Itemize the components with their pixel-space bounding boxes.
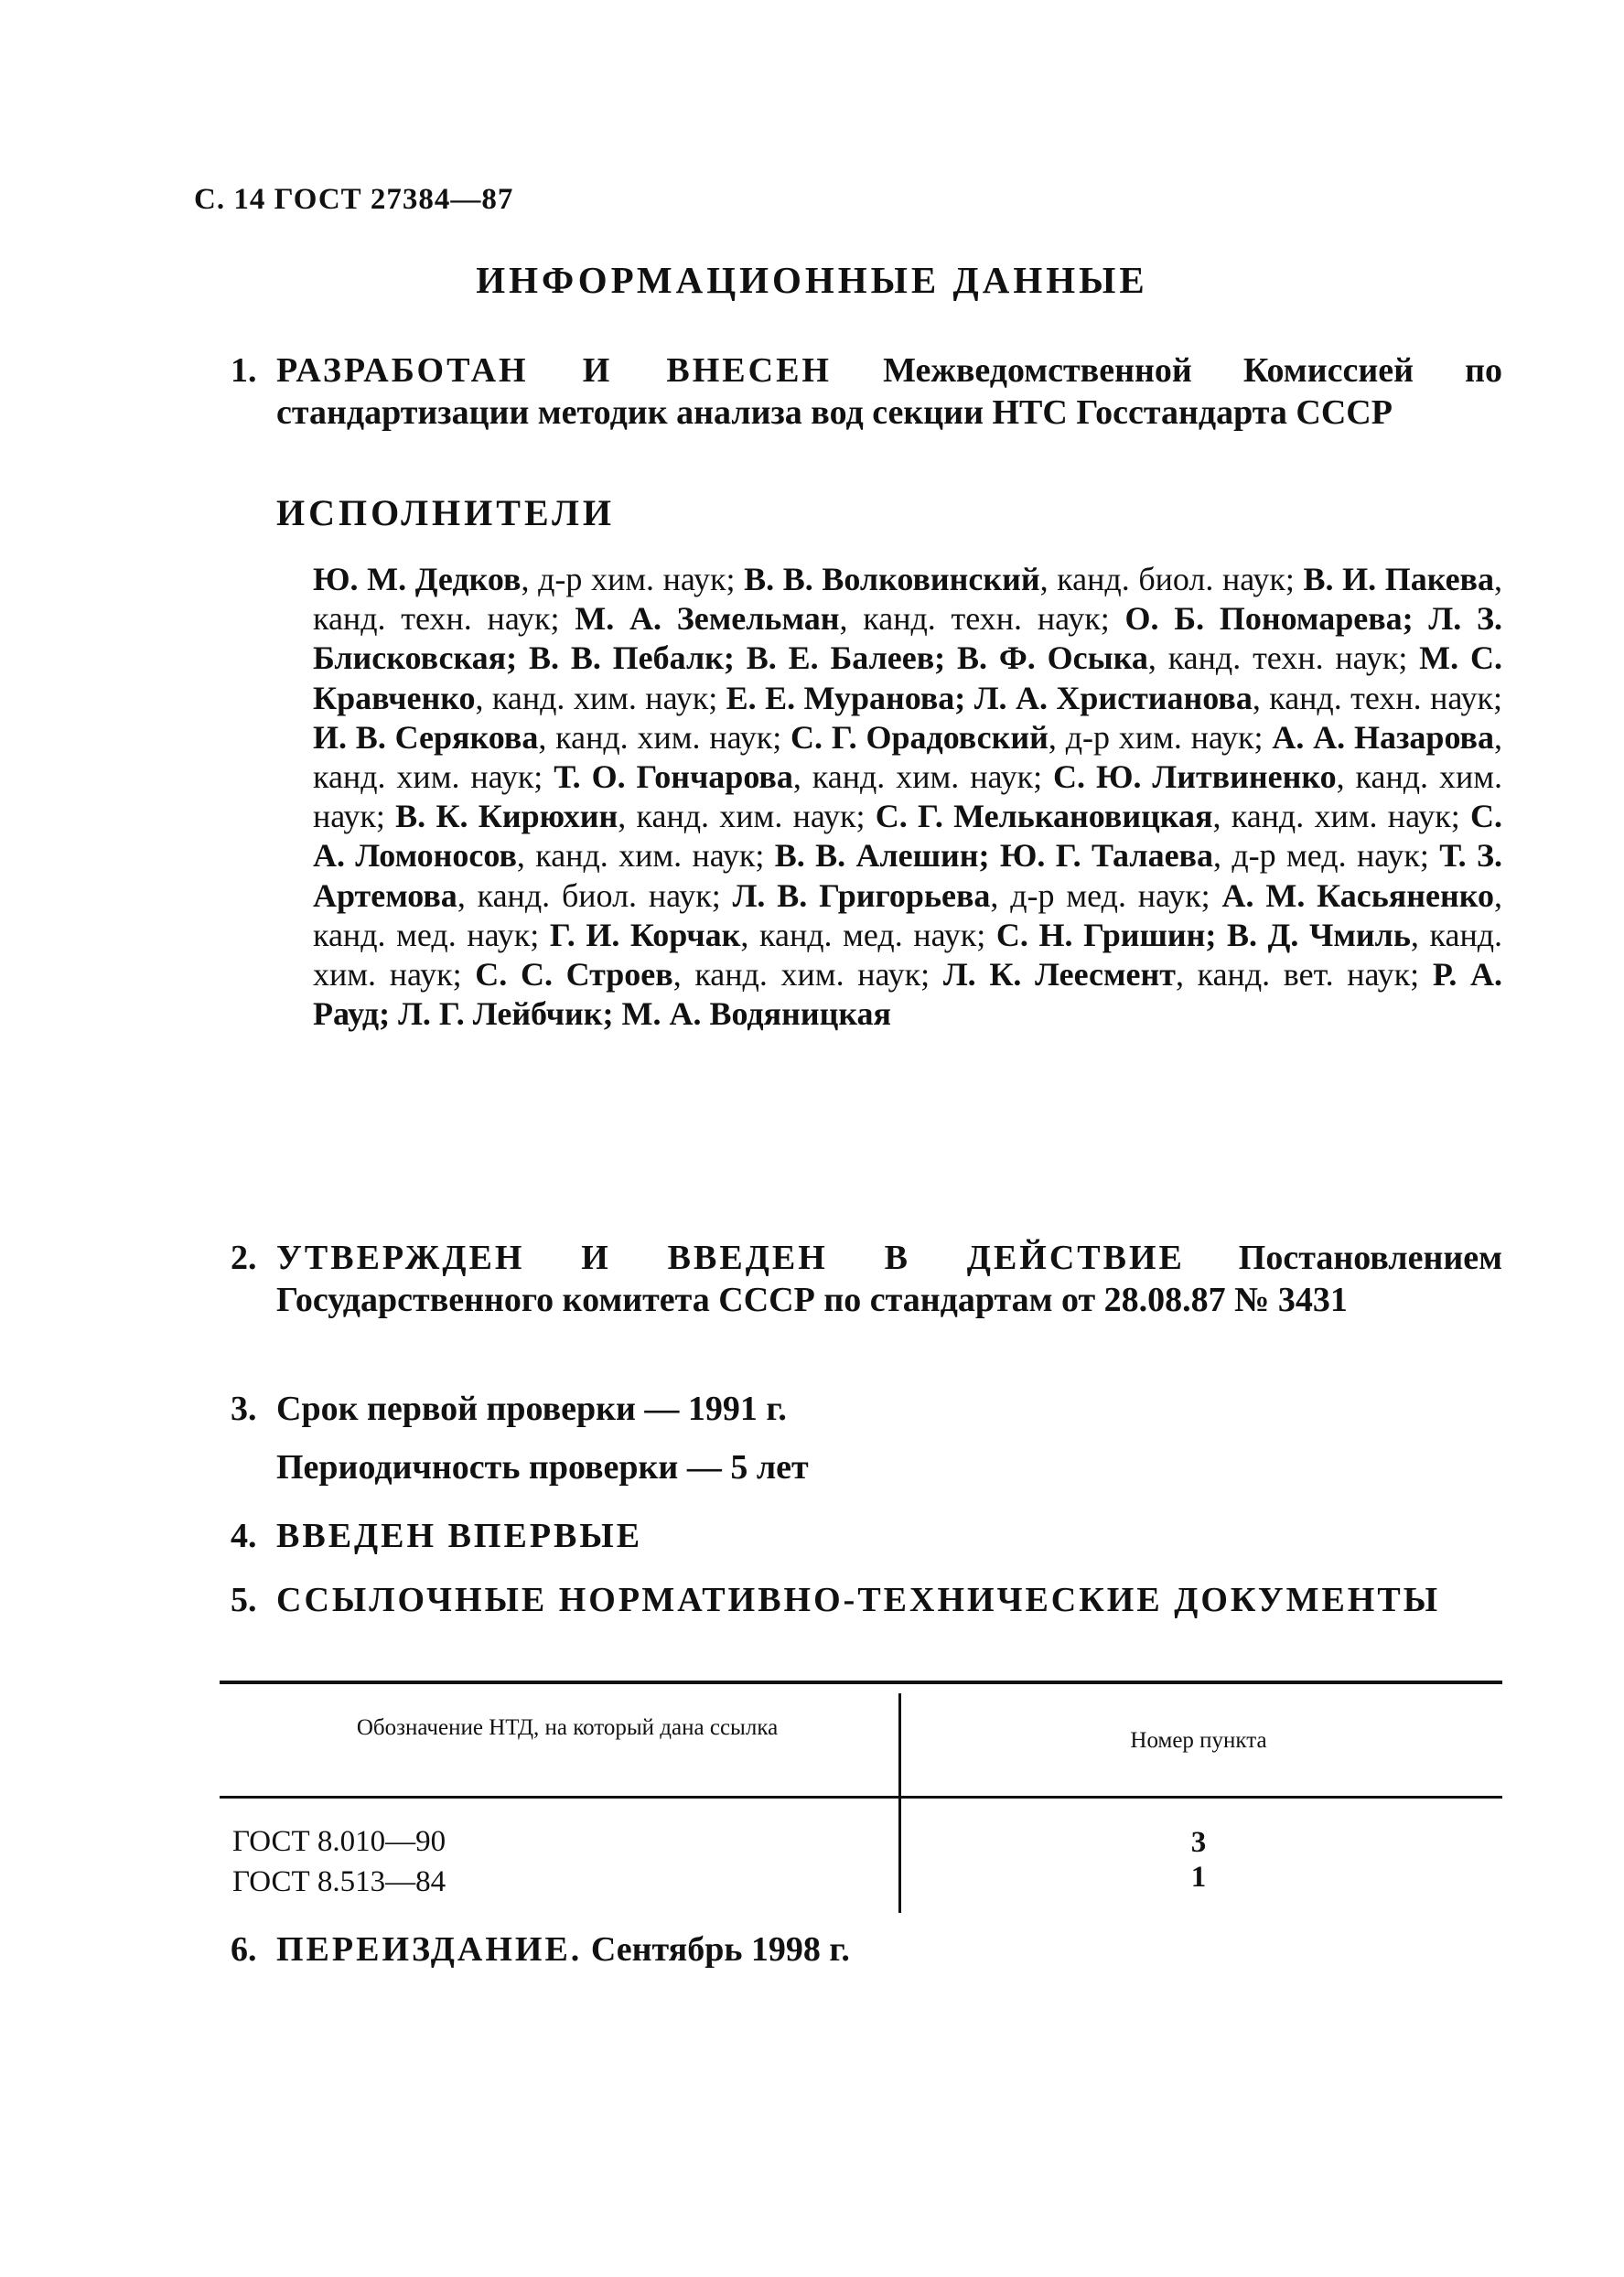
performer-name: С. Г. Орадовский	[790, 718, 1049, 756]
performer-title: , канд. мед. наук;	[740, 916, 996, 953]
table-column-clauses	[915, 1825, 1482, 1895]
performer-title: , канд. биол. наук;	[1039, 561, 1304, 597]
performer-title: , канд. хим. наук;	[672, 956, 943, 994]
performer-title: , канд. хим. наук;	[538, 718, 791, 756]
item-3	[231, 1388, 1502, 1430]
item-1-lead: РАЗРАБОТАН И ВНЕСЕН	[276, 351, 832, 390]
performer-title: , д-р хим. наук;	[1048, 718, 1273, 756]
performer-name: М. А. Земельман	[575, 600, 840, 638]
item-6-lead: ПЕРЕИЗДАНИЕ.	[276, 1930, 583, 1969]
performer-name: Т. З. Артемова	[313, 837, 1502, 914]
performer-name: М. С. Кравченко	[313, 639, 1502, 716]
item-2-lead: УТВЕРЖДЕН И ВВЕДЕН В ДЕЙСТВИЕ	[276, 1239, 1185, 1277]
performer-name: А. А. Назарова	[1272, 718, 1494, 756]
table-cell-doc: ГОСТ 8.513—84	[232, 1865, 446, 1898]
performer-name: Ю. М. Дедков	[313, 561, 522, 597]
performer-name: Г. И. Корчак	[549, 916, 741, 953]
performer-title: , канд. техн. наук;	[313, 561, 1503, 638]
performer-name: С. А. Ломоносов	[313, 798, 1502, 875]
performer-name: О. Б. Пономарева; Л. З. Блисковская; В. В. Пебалк; В. Е. Балеев; В. Ф. Осыка	[313, 600, 1502, 677]
performer-title: , канд. хим. наук;	[313, 718, 1502, 796]
item-1-text: Межведомственной Комиссией по стандартизации методик анализа вод секции НТС Госстандарта СССР	[276, 351, 1502, 432]
performer-name: Р. А. Рауд; Л. Г. Лейбчик; М. А. Водяницкая	[313, 956, 1502, 1033]
performer-title: , канд. хим. наук;	[1212, 798, 1470, 835]
item-6	[231, 1928, 1502, 1971]
item-4-number: 4.	[231, 1517, 257, 1555]
table-header-designation: Обозначение НТД, на который дана ссылка	[356, 1715, 779, 1740]
item-3-text: Срок первой проверки — 1991 г.	[276, 1390, 787, 1428]
performer-title: , канд. техн. наук;	[1252, 679, 1502, 716]
performer-title: , канд. хим. наук;	[475, 679, 726, 716]
performer-title: , канд. вет. наук;	[1175, 956, 1433, 994]
performer-name: В. В. Алешин; Ю. Г. Талаева	[774, 837, 1213, 875]
item-5	[231, 1579, 1502, 1621]
item-5-text: ССЫЛОЧНЫЕ НОРМАТИВНО-ТЕХНИЧЕСКИЕ ДОКУМЕНТЫ	[276, 1581, 1441, 1619]
page-header: С. 14 ГОСТ 27384—87	[194, 183, 514, 216]
performer-name: Л. В. Григорьева	[732, 876, 991, 914]
table-cell-clause: 1	[1190, 1861, 1207, 1894]
performer-name: И. В. Серякова	[313, 718, 539, 756]
performer-title: , д-р хим. наук;	[521, 561, 745, 597]
item-2	[231, 1237, 1502, 1321]
performer-title: , д-р мед. наук;	[990, 876, 1222, 914]
item-2-text: Постановлением Государственного комитета СССР по стандартам от 28.08.87 № 3431	[276, 1239, 1503, 1319]
item-6-number: 6.	[231, 1930, 257, 1969]
item-3-period: Периодичность проверки — 5 лет	[276, 1448, 809, 1487]
page-title: ИНФОРМАЦИОННЫЕ ДАННЫЕ	[476, 259, 1148, 301]
performer-title: , канд. хим. наук;	[313, 916, 1503, 994]
performer-title: , канд. хим. наук;	[792, 758, 1054, 796]
performer-name: В. В. Волковинский	[744, 561, 1040, 597]
performer-name: С. С. Строев	[475, 956, 673, 994]
item-4-text: ВВЕДЕН ВПЕРВЫЕ	[276, 1517, 643, 1555]
table-header-clause: Номер пункта	[1130, 1728, 1267, 1753]
table-cell-doc: ГОСТ 8.010—90	[232, 1825, 446, 1858]
performer-name: С. Н. Гришин; В. Д. Чмиль	[995, 916, 1411, 953]
table-column-docs	[232, 1821, 446, 1902]
performer-name: А. М. Касьяненко	[1221, 876, 1494, 914]
performer-title: , канд. техн. наук;	[1147, 639, 1420, 677]
performer-title: , канд. техн. наук;	[839, 600, 1125, 638]
performer-title: , канд. хим. наук;	[516, 837, 775, 875]
performer-name: Т. О. Гончарова	[554, 758, 793, 796]
performer-title: , канд. мед. наук;	[313, 876, 1502, 953]
performer-name: В. К. Кирюхин	[395, 798, 618, 835]
item-2-number: 2.	[231, 1239, 257, 1277]
performer-title: , канд. хим. наук;	[313, 758, 1503, 835]
performer-name: В. И. Пакева	[1303, 561, 1495, 597]
item-6-text: Сентябрь 1998 г.	[590, 1930, 850, 1969]
item-1-number: 1.	[231, 351, 257, 390]
performer-title: , канд. хим. наук;	[618, 798, 876, 835]
item-4	[231, 1515, 1502, 1557]
performer-name: С. Ю. Литвиненко	[1053, 758, 1337, 796]
table-column-divider	[898, 1693, 901, 1913]
performer-name: Л. К. Леесмент	[942, 956, 1176, 994]
performer-title: , канд. биол. наук;	[457, 876, 733, 914]
performers-list	[313, 560, 1502, 1034]
item-3-number: 3.	[231, 1390, 257, 1428]
item-1	[231, 349, 1502, 434]
performers-heading: ИСПОЛНИТЕЛИ	[276, 492, 616, 533]
table-top-rule	[220, 1681, 1502, 1684]
table-cell-clause: 3	[1190, 1826, 1207, 1859]
performer-name: С. Г. Мелькановицкая	[875, 798, 1213, 835]
item-5-number: 5.	[231, 1581, 257, 1619]
table-header-rule	[220, 1796, 1502, 1799]
performer-name: Е. Е. Муранова; Л. А. Христианова	[726, 679, 1253, 716]
performer-title: , д-р мед. наук;	[1213, 837, 1440, 875]
